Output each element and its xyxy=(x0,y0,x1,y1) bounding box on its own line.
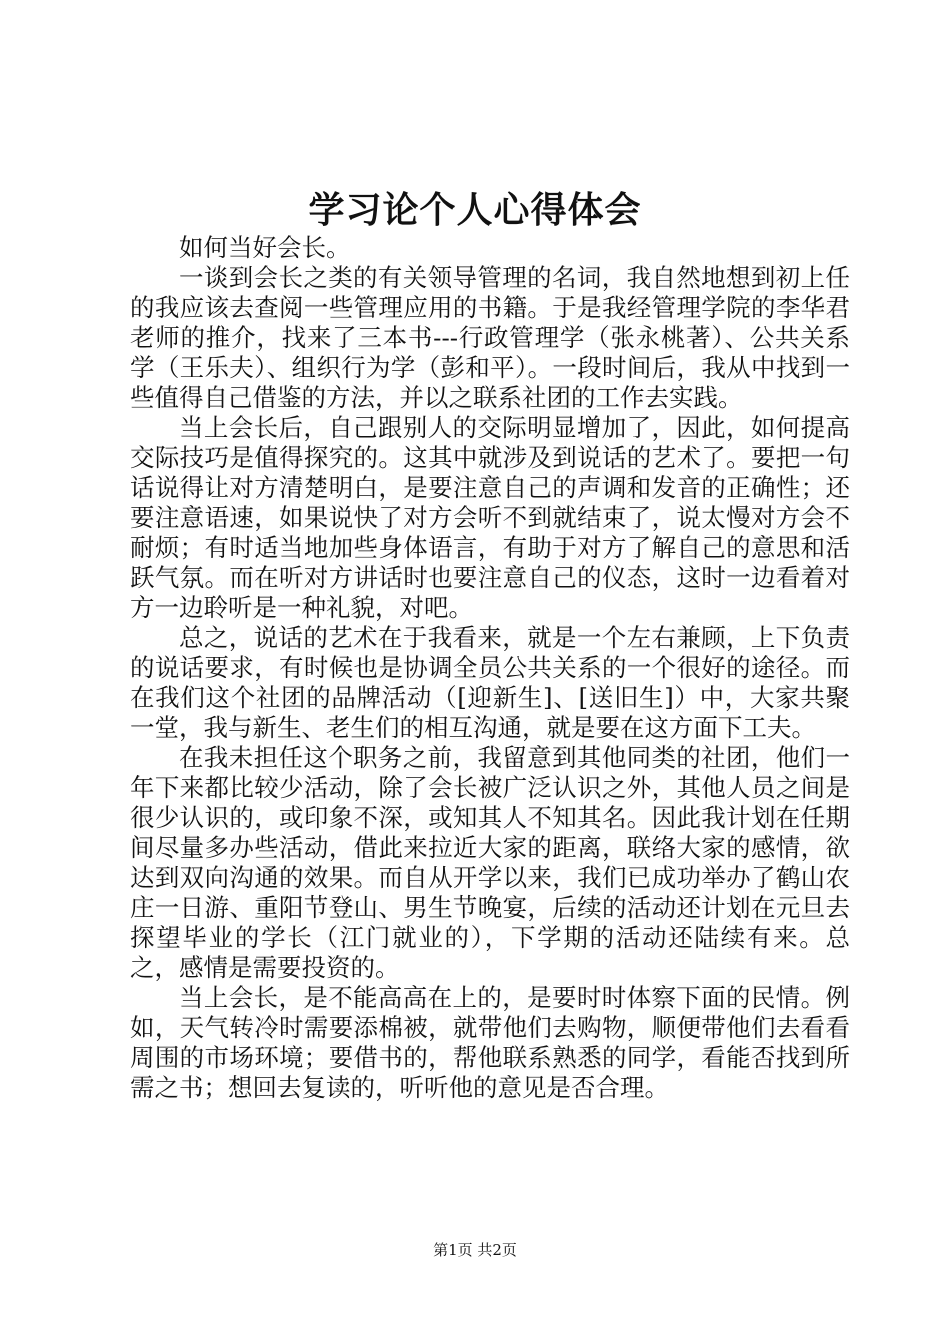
paragraph: 总之，说话的艺术在于我看来，就是一个左右兼顾，上下负责的说话要求，有时候也是协调全员公共关系的一个很好的途径。而在我们这个社团的品牌活动（[迎新生]、[送旧生]）中，大家共聚一堂，我与新生、老生们的相互沟通，就是要在这方面下工夫。 xyxy=(130,623,850,742)
page-footer: 第1页 共2页 xyxy=(433,1241,517,1259)
paragraph: 当上会长后，自己跟别人的交际明显增加了，因此，如何提高交际技巧是值得探究的。这其中就涉及到说话的艺术了。要把一句话说得让对方清楚明白，是要注意自己的声调和发音的正确性；还要注意语速，如果说快了对方会听不到就结束了，说太慢对方会不耐烦；有时适当地加些身体语言，有助于对方了解自己的意思和活跃气氛。而在听对方讲话时也要注意自己的仪态，这时一边看着对方一边聆听是一种礼貌，对吧。 xyxy=(130,413,850,622)
paragraph: 如何当好会长。 xyxy=(179,233,351,262)
paragraph: 在我未担任这个职务之前，我留意到其他同类的社团，他们一年下来都比较少活动，除了会长被广泛认识之外，其他人员之间是很少认识的，或印象不深，或知其人不知其名。因此我计划在任期间尽量多办些活动，借此来拉近大家的距离，联络大家的感情，欲达到双向沟通的效果。而自从开学以来，我们已成功举办了鹤山农庄一日游、重阳节登山、男生节晚宴，后续的活动还计划在元旦去探望毕业的学长（江门就业的），下学期的活动还陆续有来。总之，感情是需要投资的。 xyxy=(130,743,850,982)
document-title: 学习论个人心得体会 xyxy=(308,189,642,231)
paragraph: 当上会长，是不能高高在上的，是要时时体察下面的民情。例如，天气转冷时需要添棉被，就带他们去购物，顺便带他们去看看周围的市场环境；要借书的，帮他联系熟悉的同学，看能否找到所需之书；想回去复读的，听听他的意见是否合理。 xyxy=(130,983,850,1102)
document-body xyxy=(130,233,850,1103)
paragraph: 一谈到会长之类的有关领导管理的名词，我自然地想到初上任的我应该去查阅一些管理应用的书籍。于是我经管理学院的李华君老师的推介，找来了三本书---行政管理学（张永桃著）、公共关系学（王乐夫）、组织行为学（彭和平）。一段时间后，我从中找到一些值得自己借鉴的方法，并以之联系社团的工作去实践。 xyxy=(130,263,850,412)
